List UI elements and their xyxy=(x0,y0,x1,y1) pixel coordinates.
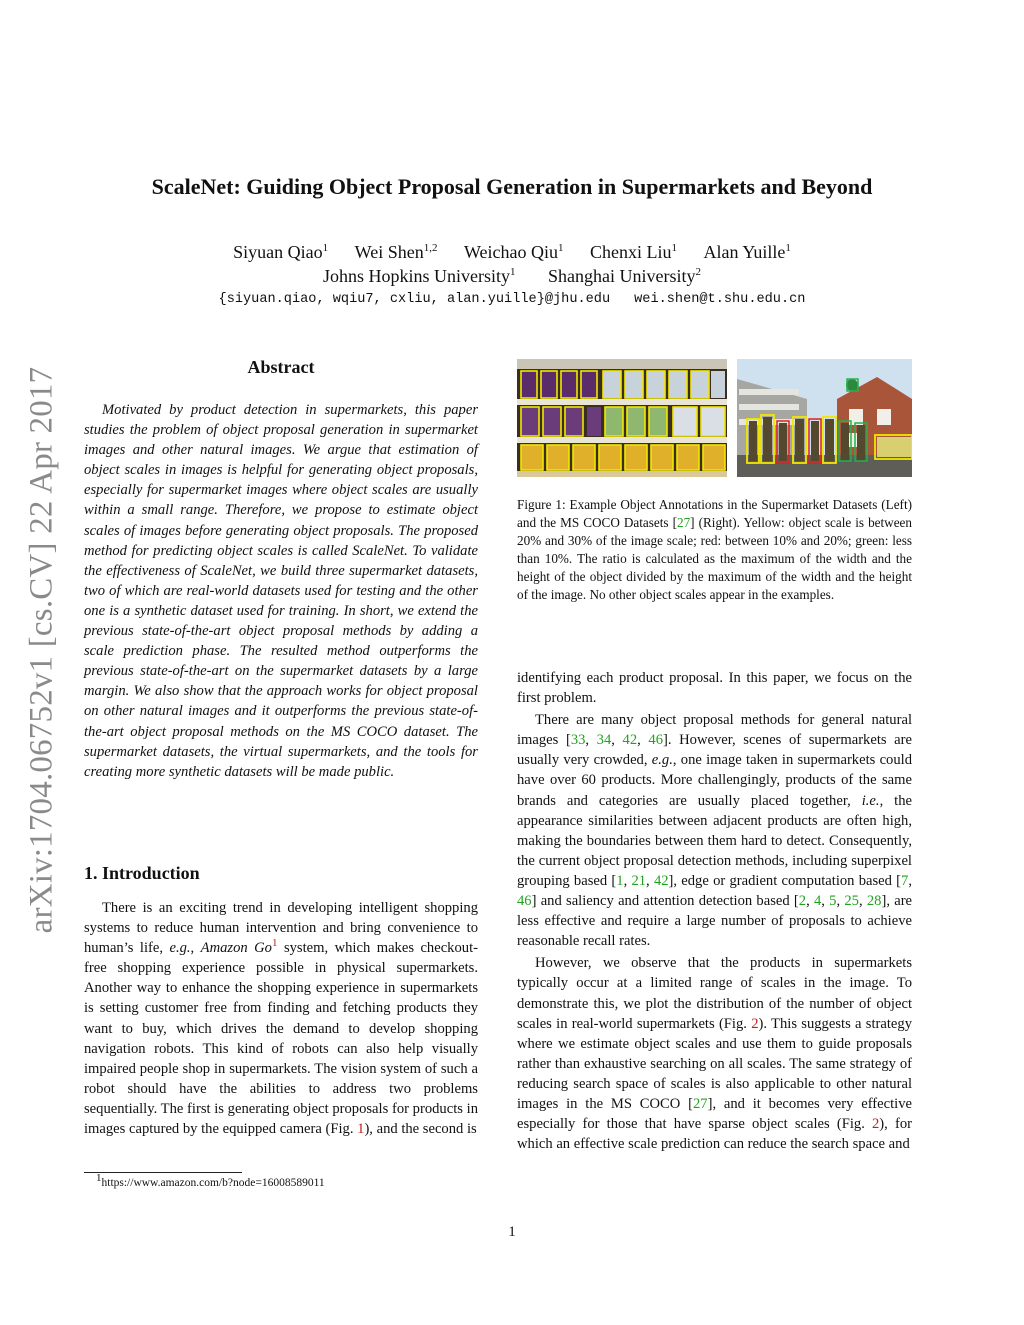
author: Weichao Qiu$^1$ xyxy=(463,242,564,262)
citation-link[interactable]: 21 xyxy=(631,872,647,889)
affiliation: Johns Hopkins University$^1$ xyxy=(323,266,516,286)
citation-link[interactable]: 46 xyxy=(517,893,532,910)
abstract-text: Motivated by product detection in supermarkets, this paper studies the problem of object proposal generation in supermarket images and other natural images. We argue that estimation of object scales in images is helpful for generating object proposals, especially for supermarket images where object scales are usually within a small range. Therefore, we propose to estimate object scales of images before generating object proposals. The proposed method for predicting object scales is called ScaleNet. To validate the effectiveness of ScaleNet, we build three supermarket datasets, two of which are real-world datasets used for testing and the other one is a synthetic dataset used for training. In short, we extend the previous state-of-the-art object proposal methods by adding a scale prediction phase. The resulted method outperforms the previous state-of-the-art on the supermarket datasets by a large margin. We also show that the approach works for object proposal on other natural images and it outperforms the previous state-of-the-art object proposal methods on the MS COCO dataset. The supermarket datasets, the virtual supermarkets, and the tools for creating more synthetic datasets will be made public. xyxy=(84,402,478,780)
section-heading: 1. Introduction xyxy=(84,863,200,883)
affiliation: Shanghai University$^2$ xyxy=(548,266,701,286)
citation-link[interactable]: 27 xyxy=(676,515,691,531)
author: Wei Shen$^{1,2}$ xyxy=(354,242,438,262)
footnote-marker[interactable]: 1 xyxy=(271,937,278,950)
author-list xyxy=(0,240,1024,264)
citation-link[interactable]: 7 xyxy=(901,872,909,889)
email-list xyxy=(0,292,1024,307)
paragraph: identifying each product proposal. In this paper, we focus on the first problem. xyxy=(517,670,912,707)
footnote-rule xyxy=(84,1172,242,1173)
citation-link[interactable]: 28 xyxy=(866,893,882,910)
right-column-text xyxy=(517,668,912,1156)
author: Siyuan Qiao$^1$ xyxy=(233,242,329,262)
figure-ref[interactable]: 1 xyxy=(357,1121,365,1138)
citation-link[interactable]: 33 xyxy=(570,732,586,749)
paragraph: However, we observe that the products in supermarkets typically occur at a limited range of scales in the image. To demonstrate this, we plot the distribution of the number of object scales in real-world supermarkets (Fig. 2). This suggests a strategy where we estimate object scales and use them to guide proposals rather than exhaustive searching on all scales. The same strategy of reducing search space of scales is also applicable to other natural images in the MS COCO [27], and it becomes very effective especially for those that have sparse object scales (Fig. 2), for which an effective scale prediction can reduce the search space and xyxy=(517,955,913,1153)
citation-link[interactable]: 1 xyxy=(616,872,624,889)
figure-image-street xyxy=(737,359,912,477)
figure-image-supermarket xyxy=(517,359,727,477)
abstract-heading: Abstract xyxy=(247,357,315,377)
citation-link[interactable]: 42 xyxy=(653,872,669,889)
email-single: wei.shen@t.shu.edu.cn xyxy=(634,292,806,307)
citation-link[interactable]: 25 xyxy=(844,893,859,910)
figure-1 xyxy=(517,359,912,477)
citation-link[interactable]: 2 xyxy=(798,893,807,910)
email-group: {siyuan.qiao, wqiu7, cxliu, alan.yuille}@jhu.edu xyxy=(218,292,611,307)
citation-link[interactable]: 5 xyxy=(829,893,837,910)
paragraph: There are many object proposal methods for general natural images [33, 34, 42, 46]. However, scenes of supermarkets are usually very crowded, e.g., one image taken in supermarkets could have over 60 products. More challengingly, products of the same brands and categories are usually placed together, i.e., the appearance similarities between adjacent products are often high, making the boundaries between them hard to detect. Consequently, the current object proposal detection methods, including superpixel grouping based [1, 21, 42], edge or gradient computation based [7, 46] and saliency and attention detection based [2, 4, 5, 25, 28], are less effective and require a large number of proposals to achieve reasonable recall rates. xyxy=(517,712,913,950)
footnote-link[interactable]: https://www.amazon.com/b?node=16008589011 xyxy=(101,1177,325,1189)
author: Alan Yuille$^1$ xyxy=(703,242,791,262)
page-number: 1 xyxy=(508,1224,516,1240)
figure-ref[interactable]: 2 xyxy=(872,1116,880,1133)
intro-paragraph: There is an exciting trend in developing intelligent shopping systems to reduce human intervention and bring convenience to human’s life, e.g., Amazon Go$^1$ system, which makes checkout-free shopping experience possible in physical supermarkets. Another way to enhance the shopping experience in supermarkets is setting customer free from finding and fetching products they want to buy, which drives the demand to develop shopping navigation robots. This kind of robots can also help visually impaired people shop in supermarkets. The vision system of such a robot should have the abilities to address two problems sequentially. The first is generating object proposals for products in images captured by the equipped camera (Fig. 1), and the second is xyxy=(84,900,478,1138)
citation-link[interactable]: 42 xyxy=(622,732,638,749)
figure-ref[interactable]: 2 xyxy=(751,1015,759,1032)
figure-caption: Figure 1: Example Object Annotations in the Supermarket Datasets (Left) and the MS COCO Datasets [27] (Right). Yellow: object scale is between 20% and 30% of the image scale; red: between 10% and 20%; green: less than 10%. The ratio is calculated as the maximum of the width and the height of the object divided by the maximum of the width and the height of the image. No other object scales appear in the examples. xyxy=(517,497,913,603)
citation-link[interactable]: 4 xyxy=(813,893,822,910)
citation-link[interactable]: 27 xyxy=(692,1095,708,1112)
citation-link[interactable]: 46 xyxy=(648,732,663,749)
paper-title: ScaleNet: Guiding Object Proposal Generation in Supermarkets and Beyond xyxy=(151,174,873,199)
affiliation-list xyxy=(0,264,1024,288)
citation-link[interactable]: 34 xyxy=(596,732,612,749)
footnote: $^1$https://www.amazon.com/b?node=16008589011 xyxy=(96,1172,325,1189)
arxiv-id: arXiv:1704.06752v1 [cs.CV] 22 Apr 2017 xyxy=(23,366,60,934)
author: Chenxi Liu$^1$ xyxy=(590,242,677,262)
